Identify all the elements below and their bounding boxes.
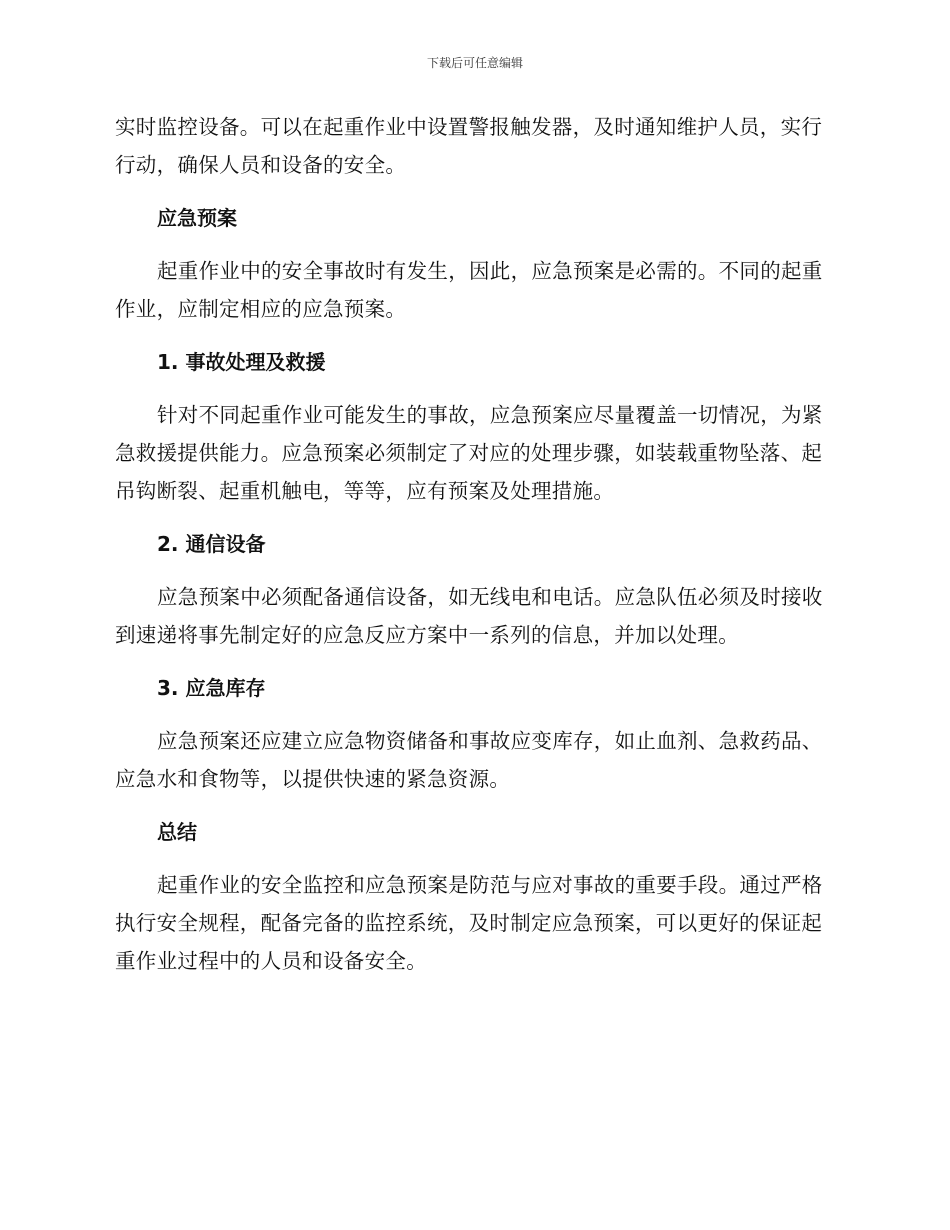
paragraph-emergency-inventory: 应急预案还应建立应急物资储备和事故应变库存，如止血剂、急救药品、应急水和食物等，以提供快速的紧急资源。 xyxy=(115,729,823,791)
heading-emergency-plan: 应急预案 xyxy=(157,206,237,230)
document-body xyxy=(115,108,832,980)
paragraph-monitoring: 实时监控设备。可以在起重作业中设置警报触发器，及时通知维护人员，实行行动，确保人员和设备的安全。 xyxy=(115,115,823,177)
paragraph-emergency-plan: 起重作业中的安全事故时有发生，因此，应急预案是必需的。不同的起重作业，应制定相应的应急预案。 xyxy=(115,259,823,321)
paragraph-accident-handling: 针对不同起重作业可能发生的事故，应急预案应尽量覆盖一切情况，为紧急救援提供能力。应急预案必须制定了对应的处理步骤，如装载重物坠落、起吊钩断裂、起重机触电，等等，应有预案及处理措施。 xyxy=(115,403,823,503)
heading-summary: 总结 xyxy=(157,820,197,844)
heading-communication: 2. 通信设备 xyxy=(157,532,266,556)
paragraph-summary: 起重作业的安全监控和应急预案是防范与应对事故的重要手段。通过严格执行安全规程，配备完备的监控系统，及时制定应急预案，可以更好的保证起重作业过程中的人员和设备安全。 xyxy=(115,873,823,973)
heading-emergency-inventory: 3. 应急库存 xyxy=(157,676,266,700)
page-header: 下载后可任意编辑 xyxy=(426,56,523,70)
heading-accident-handling: 1. 事故处理及救援 xyxy=(157,350,326,374)
paragraph-communication: 应急预案中必须配备通信设备，如无线电和电话。应急队伍必须及时接收到速递将事先制定好的应急反应方案中一系列的信息，并加以处理。 xyxy=(115,585,823,647)
